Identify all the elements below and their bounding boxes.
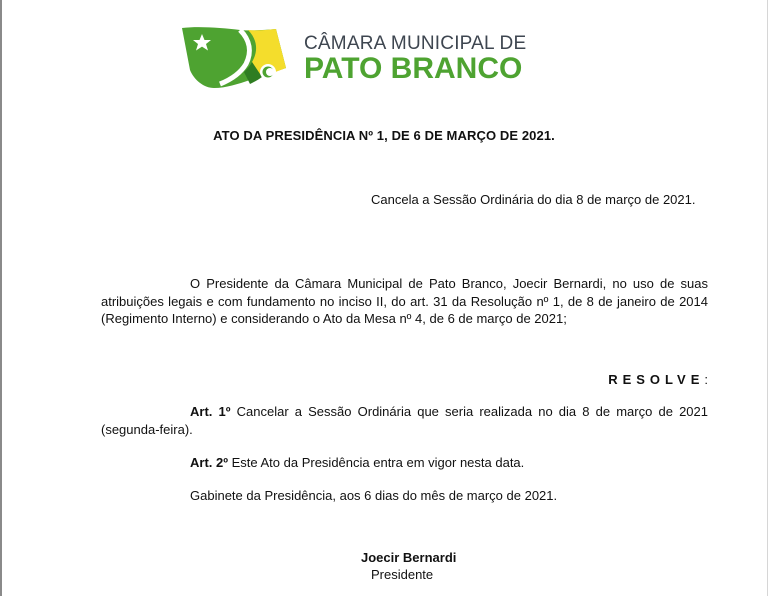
article-1-text: Cancelar a Sessão Ordinária que seria realizada no dia 8 de março de 2021 (segunda-feira).: [101, 404, 708, 437]
article-1-label: Art. 1º: [190, 404, 231, 419]
article-2-label: Art. 2º: [190, 455, 228, 470]
resolve-heading: [600, 372, 708, 387]
document-preamble: O Presidente da Câmara Municipal de Pato Branco, Joecir Bernardi, no uso de suas atribuições legais e com fundamento no inciso II, do art. 31 da Resolução nº 1, de 8 de janeiro de 2014 (Regimento Interno) e considerando o Ato da Mesa nº 4, de 6 de março de 2021;: [101, 276, 708, 326]
logo-line-pato-branco: PATO BRANCO: [304, 52, 523, 85]
article-2: [190, 454, 710, 472]
article-2-text: Este Ato da Presidência entra em vigor nesta data.: [227, 455, 525, 470]
logo-wordmark: [304, 34, 526, 84]
signature-name: Joecir Bernardi: [361, 550, 457, 565]
document-summary: Cancela a Sessão Ordinária do dia 8 de março de 2021.: [371, 192, 696, 207]
article-1: [101, 403, 708, 438]
logo-line-camara: CÂMARA MUNICIPAL DE: [304, 33, 527, 54]
camara-logo: [180, 22, 540, 92]
closing-statement: Gabinete da Presidência, aos 6 dias do mês de março de 2021.: [190, 488, 558, 503]
document-title: ATO DA PRESIDÊNCIA Nº 1, DE 6 DE MARÇO DE 2021.: [213, 128, 555, 143]
resolve-label: RESOLVE: [608, 372, 705, 387]
signature-role: Presidente: [371, 567, 434, 582]
page-left-edge: [0, 0, 2, 596]
resolve-colon: :: [704, 372, 708, 387]
flag-emblem-icon: [180, 22, 292, 92]
